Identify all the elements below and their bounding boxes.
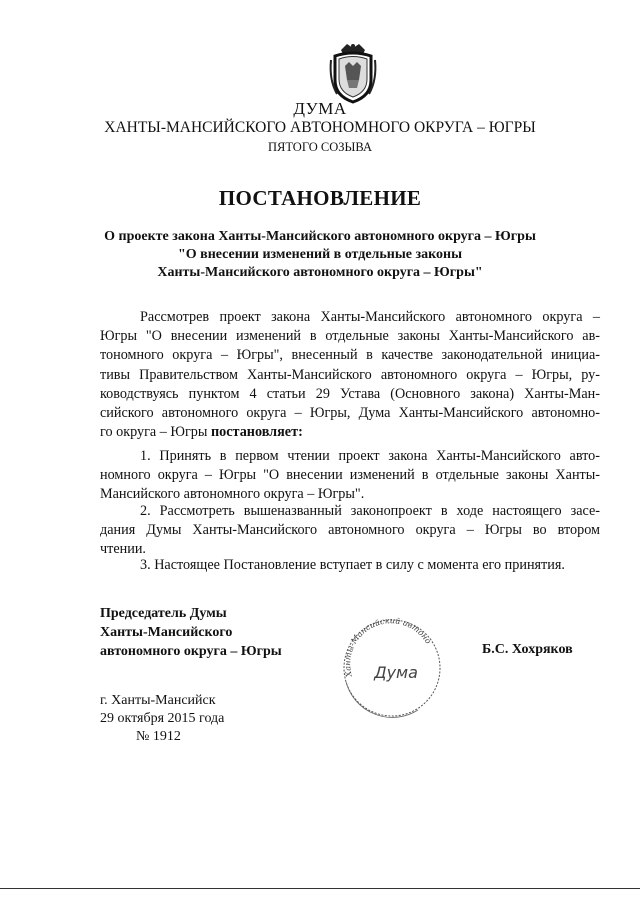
item-line: 2. Рассмотреть вышеназванный законопроект в ходе настоящего засе- (140, 503, 600, 519)
signatory-title-line: автономного округа – Югры (100, 644, 282, 659)
city: г. Ханты-Мансийск (100, 693, 216, 708)
subject-line: О проекте закона Ханты-Мансийского автономного округа – Югры (104, 229, 536, 244)
document-number: № 1912 (136, 729, 181, 744)
document-type: ПОСТАНОВЛЕНИЕ (218, 186, 422, 210)
preamble-paragraph (100, 308, 600, 442)
item-2 (100, 502, 600, 560)
item-line: 1. Принять в первом чтении проект закона Ханты-Мансийского авто- (140, 448, 600, 464)
preamble-line: ководствуясь пунктом 4 статьи 29 Устава (Основного закона) Ханты-Ман- (100, 385, 600, 402)
duma-title: ДУМА (293, 99, 347, 118)
preamble-line: сийского автономного округа – Югры, Дума Ханты-Мансийского автономно- (100, 405, 600, 422)
resolves-keyword: постановляет: (210, 424, 303, 441)
preamble-line (100, 423, 600, 442)
okrug-title: ХАНТЫ-МАНСИЙСКОГО АВТОНОМНОГО ОКРУГА – ЮГРЫ (104, 119, 536, 136)
subject-line: Ханты-Мансийского автономного округа – Югры" (157, 265, 483, 280)
subject-line: "О внесении изменений в отдельные законы (177, 247, 463, 262)
place-and-date (100, 692, 224, 746)
preamble-line: тономного округа – Югры", внесенный в качестве законодательной инициа- (100, 347, 600, 364)
signatory-name: Б.С. Хохряков (482, 642, 573, 657)
official-stamp (338, 612, 442, 722)
item-1 (100, 447, 600, 505)
preamble-line: Югры "О внесении изменений в отдельные законы Ханты-Мансийского ав- (100, 328, 600, 345)
signatory-title-line: Ханты-Мансийского (100, 625, 233, 640)
item-3 (100, 556, 600, 575)
preamble-line: Рассмотрев проект закона Ханты-Мансийского автономного округа – (140, 309, 600, 325)
preamble-last-text: го округа – Югры (100, 424, 211, 441)
document-subject (0, 228, 640, 282)
signatory-title-line: Председатель Думы (100, 606, 227, 621)
item-line: дания Думы Ханты-Мансийского автономного округа – Югры во втором (100, 522, 600, 539)
convocation-title: ПЯТОГО СОЗЫВА (267, 140, 373, 154)
date: 29 октября 2015 года (100, 711, 225, 726)
item-line: чтении. (100, 541, 146, 558)
svg-text:Ханты-Мансийский автоно: Ханты-Мансийский автоно (343, 616, 433, 678)
page-bottom-rule (0, 888, 640, 889)
item-line: 3. Настоящее Постановление вступает в силу с момента его принятия. (140, 557, 565, 573)
item-line: номного округа – Югры "О внесении изменений в отдельные законы Ханты- (100, 467, 600, 484)
svg-text:Дума: Дума (374, 663, 418, 682)
coat-of-arms-emblem-icon (327, 40, 379, 104)
preamble-line: тивы Правительством Ханты-Мансийского автономного округа – Югры, ру- (100, 366, 600, 383)
signatory-title (100, 604, 282, 661)
item-line: Мансийского автономного округа – Югры". (100, 486, 365, 503)
